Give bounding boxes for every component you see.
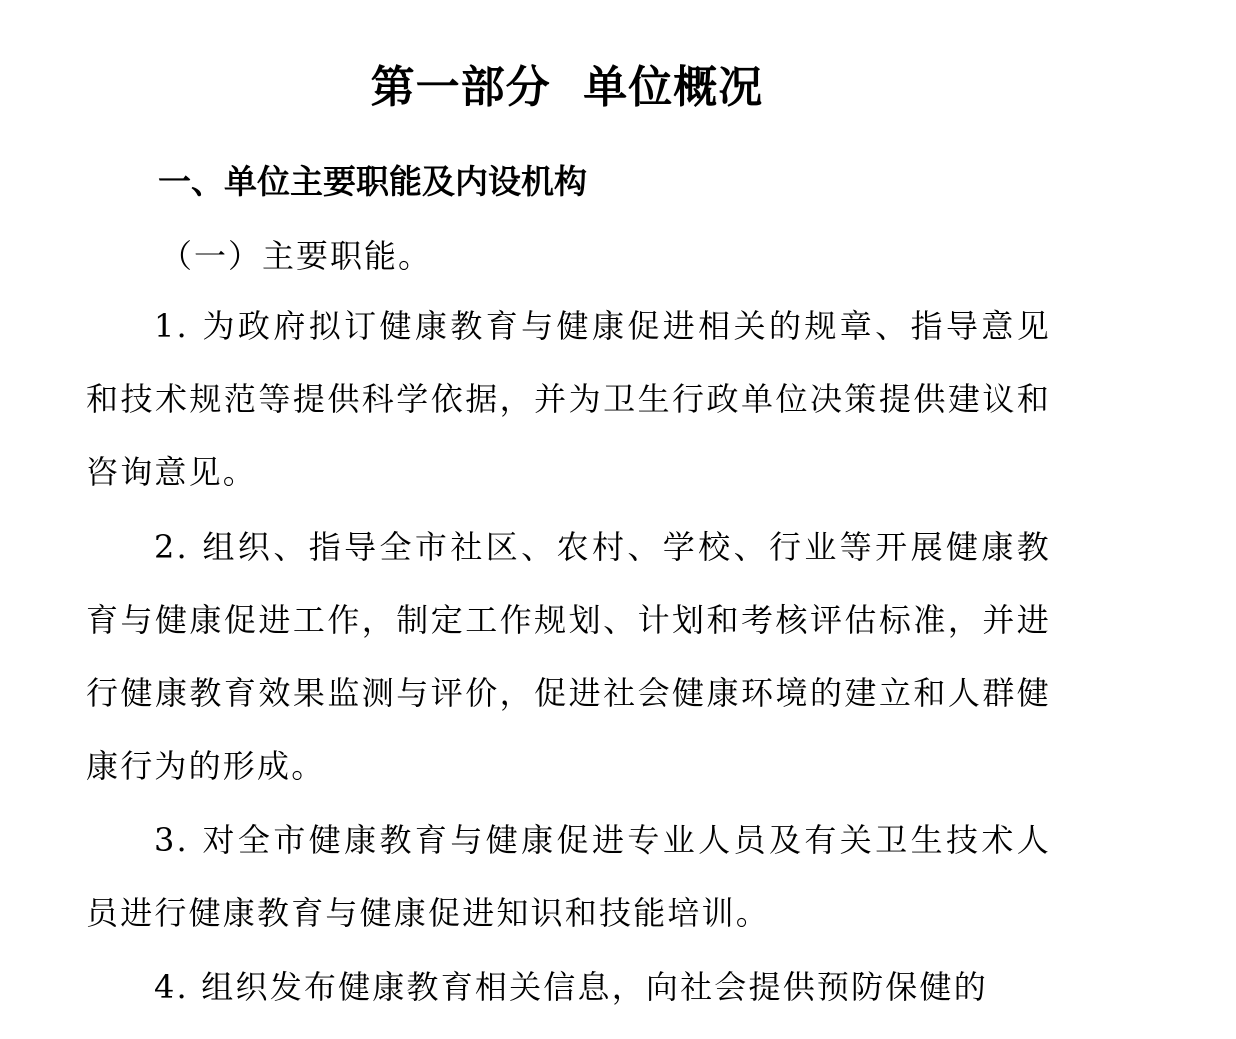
section-heading: 一、单位主要职能及内设机构 [158,162,587,201]
paragraph-item-2: 2. 组织、指导全市社区、农村、学校、行业等开展健康教育与健康促进工作，制定工作规划、计划和考核评估标准，并进行健康教育效果监测与评价，促进社会健康环境的建立和人群健康行为的形成。 [86,528,1051,785]
subsection-heading: （一）主要职能。 [160,237,433,275]
paragraph-item-3: 3. 对全市健康教育与健康促进专业人员及有关卫生技术人员进行健康教育与健康促进知识和技能培训。 [86,821,1051,932]
paragraph-item-1: 1. 为政府拟订健康教育与健康促进相关的规章、指导意见和技术规范等提供科学依据，并为卫生行政单位决策提供建议和咨询意见。 [86,307,1051,491]
page-title: 第一部分 单位概况 [370,62,764,113]
paragraph-item-4: 4. 组织发布健康教育相关信息，向社会提供预防保健的 [154,968,988,1006]
